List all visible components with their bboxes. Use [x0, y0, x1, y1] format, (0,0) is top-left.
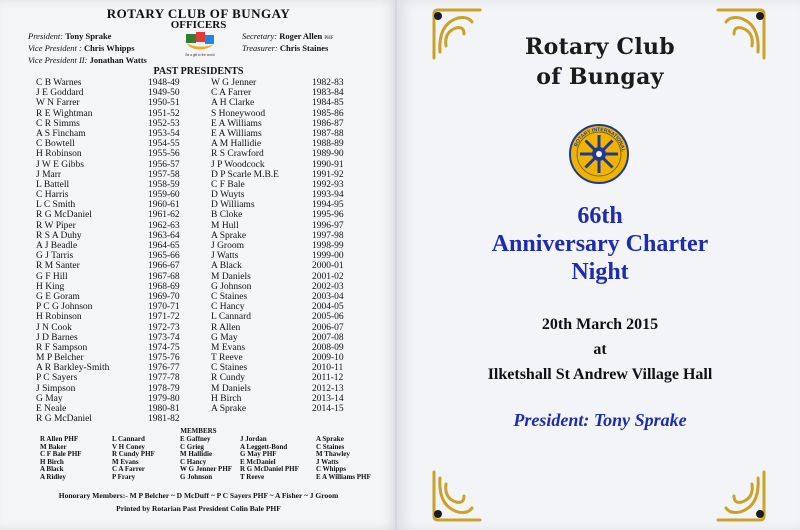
past-president-name: A J Beadle	[36, 241, 78, 251]
past-president-years: 2002-03	[312, 281, 344, 292]
members-column	[40, 436, 82, 482]
past-president-row	[211, 180, 361, 190]
past-president-row	[36, 261, 186, 271]
cover-title-line-1: Rotary Club	[525, 34, 675, 60]
past-president-row	[36, 149, 186, 159]
past-president-name: A Sprake	[211, 230, 247, 241]
past-president-name: R M Santer	[36, 261, 80, 272]
members-heading: MEMBERS	[180, 427, 217, 435]
past-president-name: G May	[211, 332, 238, 343]
past-president-years: 2007-08	[312, 332, 344, 343]
past-president-row	[36, 333, 186, 343]
member-name: C Grieg	[180, 442, 204, 451]
past-president-name: J Groom	[211, 241, 244, 251]
past-president-row	[211, 200, 361, 210]
past-president-years: 1991-92	[312, 169, 344, 180]
past-president-years: 1981-82	[148, 414, 180, 425]
president-line: President: Tony Sprake	[513, 410, 687, 430]
member-name: E Gaffney	[180, 435, 211, 443]
past-president-name: C R Simms	[36, 118, 80, 129]
past-president-name: G May	[36, 393, 63, 404]
past-president-years: 1951-52	[148, 108, 180, 119]
members-column	[316, 436, 371, 482]
past-president-row	[211, 404, 361, 414]
officer-role: Secretary:	[242, 31, 278, 41]
event-venue: Ilketshall St Andrew Village Hall	[487, 366, 713, 383]
past-president-years: 1995-96	[312, 210, 344, 221]
past-president-years: 1973-74	[148, 332, 180, 343]
past-president-row	[36, 312, 186, 322]
past-president-name: R E Wightman	[36, 108, 93, 119]
past-president-name: T Reeve	[211, 353, 243, 364]
member-name: C A Farrer	[112, 465, 145, 474]
event-at: at	[593, 341, 607, 358]
past-president-years: 1992-93	[312, 179, 344, 190]
anniversary-line-2: Anniversary Charter	[491, 231, 709, 257]
member-name: L Cannard	[112, 435, 145, 443]
member-name: W G Jenner PHF	[180, 465, 233, 474]
theme-logo	[180, 30, 220, 58]
member-name: A Leggett-Bond	[240, 442, 288, 451]
past-president-years: 1958-59	[148, 179, 180, 190]
past-president-name: A M Hallidie	[211, 139, 262, 150]
past-president-years: 2013-14	[312, 393, 344, 404]
member-name: M Thawley	[316, 450, 350, 459]
past-president-years: 1990-91	[312, 159, 344, 170]
past-president-name: W N Farrer	[36, 98, 80, 109]
past-president-row	[36, 251, 186, 261]
past-president-years: 1988-89	[312, 139, 344, 150]
past-president-row	[36, 231, 186, 241]
past-president-row	[211, 394, 361, 404]
member-name: M Hallidie	[180, 450, 213, 459]
past-president-years: 1959-60	[148, 190, 180, 201]
past-president-row	[36, 292, 186, 302]
past-president-row	[211, 170, 361, 180]
past-president-row	[211, 129, 361, 139]
honorary-members: Honorary Members:- M P Belcher ~ D McDuff ~ P C Sayers PHF ~ A Fisher ~ J Groom	[58, 491, 339, 500]
left-page	[0, 0, 397, 530]
past-president-name: B Cloke	[211, 210, 243, 221]
past-president-years: 1977-78	[148, 373, 180, 384]
past-president-years: 1980-81	[148, 404, 180, 414]
past-president-name: R Allen	[211, 322, 241, 333]
past-president-name: J Marr	[36, 169, 62, 180]
officer-secretary	[242, 31, 334, 41]
rotary-wheel-icon	[568, 123, 630, 185]
past-president-name: E A Williams	[211, 118, 262, 129]
officer-treasurer	[242, 43, 328, 53]
past-president-years: 2000-01	[312, 261, 344, 272]
member-name: H Birch	[40, 457, 64, 466]
officers-heading: OFFICERS	[170, 19, 227, 31]
past-president-row	[211, 190, 361, 200]
officer-name: Chris Staines	[279, 43, 329, 53]
past-president-years: 1972-73	[148, 322, 180, 333]
past-president-name: C A Farrer	[211, 88, 252, 99]
members-column	[180, 436, 232, 482]
past-president-row	[36, 272, 186, 282]
past-president-name: R S A Duhy	[36, 230, 82, 241]
past-president-name: D Williams	[211, 200, 255, 211]
past-president-row	[36, 282, 186, 292]
past-president-row	[211, 373, 361, 383]
past-president-years: 2006-07	[312, 322, 344, 333]
cover-title-line-2: of Bungay	[536, 64, 664, 90]
past-president-name: P C Sayers	[36, 373, 78, 384]
past-president-years: 1986-87	[312, 118, 344, 129]
past-president-years: 1985-86	[312, 108, 344, 119]
past-president-row	[211, 149, 361, 159]
officer-vice-president-ii	[28, 55, 147, 65]
member-name: P Frary	[112, 472, 136, 481]
past-president-name: C Bowtell	[36, 139, 75, 150]
past-president-years: 2011-12	[312, 373, 344, 384]
past-president-years: 1965-66	[148, 251, 180, 262]
past-president-row	[36, 394, 186, 404]
member-name: G Johnson	[180, 472, 213, 481]
past-president-row	[211, 292, 361, 302]
past-president-row	[211, 78, 361, 88]
past-president-name: A R Barkley-Smith	[36, 363, 110, 374]
past-president-name: R W Piper	[36, 220, 76, 231]
past-president-row	[36, 129, 186, 139]
past-president-name: R G McDaniel	[36, 414, 92, 425]
member-name: A Sprake	[316, 435, 344, 443]
past-president-row	[36, 414, 186, 424]
printed-by: Printed by Rotarian Past President Colin Bale PHF	[116, 504, 281, 513]
officer-role: Vice President :	[28, 43, 82, 53]
member-name: M Evans	[112, 457, 139, 466]
past-president-row	[36, 241, 186, 251]
past-president-name: S Honeywood	[211, 108, 266, 119]
past-president-name: J E Goddard	[36, 88, 84, 99]
member-name: C Hancy	[180, 457, 207, 466]
past-president-years: 1982-83	[312, 78, 344, 88]
past-president-name: P C G Johnson	[36, 302, 93, 313]
past-president-years: 1968-69	[148, 281, 180, 292]
past-president-row	[211, 363, 361, 373]
past-president-name: A Black	[211, 261, 242, 272]
past-president-name: E A Williams	[211, 128, 262, 139]
past-president-row	[211, 333, 361, 343]
past-president-name: C Staines	[211, 363, 248, 374]
past-president-row	[211, 384, 361, 394]
past-president-name: H Birch	[211, 393, 242, 404]
past-president-name: M Hull	[211, 220, 239, 231]
past-president-years: 1960-61	[148, 200, 180, 211]
past-president-name: J W E Gibbs	[36, 159, 84, 170]
past-president-name: G F Hill	[36, 271, 68, 282]
past-president-years: 1979-80	[148, 393, 180, 404]
past-president-row	[36, 109, 186, 119]
past-president-row	[211, 109, 361, 119]
past-president-row	[36, 373, 186, 383]
past-president-name: E Neale	[36, 404, 67, 414]
officer-name: Chris Whipps	[83, 43, 135, 53]
past-president-name: R G McDaniel	[36, 210, 92, 221]
past-president-years: 1963-64	[148, 230, 180, 241]
member-name: C Staines	[316, 442, 345, 451]
past-president-years: 1957-58	[148, 169, 180, 180]
past-president-years: 1954-55	[148, 139, 180, 150]
past-president-name: G J Tarris	[36, 251, 74, 262]
member-name: G May PHF	[240, 450, 277, 459]
past-president-years: 1964-65	[148, 241, 180, 251]
past-president-name: L Cannard	[211, 312, 252, 323]
member-name: A Ridley	[40, 472, 66, 481]
past-president-years: 1962-63	[148, 220, 180, 231]
past-president-name: M P Belcher	[36, 353, 84, 364]
member-name: V H Coney	[112, 442, 145, 451]
club-title: ROTARY CLUB OF BUNGAY	[106, 6, 291, 21]
past-president-row	[36, 302, 186, 312]
past-president-years: 1989-90	[312, 149, 344, 160]
past-president-years: 1998-99	[312, 241, 344, 251]
member-name: M Baker	[40, 442, 67, 451]
past-president-years: 2009-10	[312, 353, 344, 364]
event-date: 20th March 2015	[541, 316, 659, 333]
past-president-row	[36, 190, 186, 200]
past-president-name: D Wuyts	[211, 190, 245, 201]
past-president-name: C Harris	[36, 190, 69, 201]
past-president-name: M Daniels	[211, 271, 251, 282]
past-president-name: J N Cook	[36, 322, 72, 333]
past-president-years: 1987-88	[312, 128, 344, 139]
past-president-name: L Battell	[36, 179, 70, 190]
past-president-row	[36, 210, 186, 220]
member-name: E A Williams PHF	[316, 472, 371, 481]
logo-text: Be a gift to the world	[185, 53, 215, 57]
past-president-name: R Cundy	[211, 373, 246, 384]
past-president-name: H Robinson	[36, 312, 82, 323]
past-president-row	[36, 139, 186, 149]
corner-ornament-icon	[712, 466, 770, 524]
past-presidents-heading: PAST PRESIDENTS	[153, 66, 244, 77]
past-president-name: A Sprake	[211, 404, 247, 414]
past-president-years: 2004-05	[312, 302, 344, 313]
past-president-row	[211, 282, 361, 292]
past-president-name: C Staines	[211, 291, 248, 302]
past-president-name: J Simpson	[36, 383, 76, 394]
past-president-name: R S Crawford	[211, 149, 264, 160]
past-president-years: 1996-97	[312, 220, 344, 231]
past-president-years: 2012-13	[312, 383, 344, 394]
past-president-name: A S Fincham	[36, 128, 86, 139]
member-name: A Black	[40, 465, 64, 474]
officer-role: Vice President II:	[28, 55, 88, 65]
past-president-years: 1976-77	[148, 363, 180, 374]
past-president-row	[211, 353, 361, 363]
officer-name: Roger Allen	[279, 31, 323, 41]
past-president-years: 1950-51	[148, 98, 180, 109]
past-president-row	[36, 88, 186, 98]
past-president-years: 1966-67	[148, 261, 180, 272]
member-name: J Watts	[316, 457, 339, 466]
anniversary-line-1: 66th	[577, 203, 623, 229]
past-president-row	[211, 139, 361, 149]
past-president-row	[36, 170, 186, 180]
past-president-row	[211, 88, 361, 98]
past-president-row	[211, 251, 361, 261]
past-president-row	[211, 261, 361, 271]
past-president-name: J Watts	[211, 251, 239, 262]
past-president-name: C Hancy	[211, 302, 245, 313]
past-president-years: 1953-54	[148, 128, 180, 139]
past-president-name: L C Smith	[36, 200, 76, 211]
past-president-row	[36, 78, 186, 88]
past-president-row	[36, 200, 186, 210]
past-president-row	[211, 119, 361, 129]
past-president-years: 1955-56	[148, 149, 180, 160]
officer-president	[28, 31, 111, 41]
member-name: T Reeve	[240, 472, 265, 481]
officer-vice-president	[28, 43, 135, 53]
officer-role: Treasurer:	[242, 43, 278, 53]
past-president-years: 1969-70	[148, 291, 180, 302]
past-president-years: 1971-72	[148, 312, 180, 323]
past-president-years: 1961-62	[148, 210, 180, 221]
anniversary-line-3: Night	[571, 259, 629, 285]
past-president-row	[36, 221, 186, 231]
past-president-years: 2008-09	[312, 342, 344, 353]
past-president-years: 1999-00	[312, 251, 344, 262]
past-president-years: 1997-98	[312, 230, 344, 241]
past-president-row	[211, 231, 361, 241]
past-president-years: 1967-68	[148, 271, 180, 282]
past-president-name: D P Scarle M.B.E	[211, 169, 279, 180]
past-president-row	[211, 343, 361, 353]
past-president-years: 1948-49	[148, 78, 180, 88]
past-president-name: G Johnson	[211, 281, 252, 292]
past-president-row	[211, 160, 361, 170]
past-president-years: 1983-84	[312, 88, 344, 99]
past-president-years: 1970-71	[148, 302, 180, 313]
past-president-years: 1994-95	[312, 200, 344, 211]
past-president-years: 1949-50	[148, 88, 180, 99]
past-president-years: 2010-11	[312, 363, 344, 374]
past-president-name: R F Sampson	[36, 342, 88, 353]
past-president-years: 1956-57	[148, 159, 180, 170]
past-president-row	[211, 98, 361, 108]
member-name: C Whipps	[316, 465, 347, 474]
past-president-row	[211, 272, 361, 282]
corner-ornament-icon	[428, 466, 486, 524]
past-president-name: H King	[36, 281, 65, 292]
past-president-name: M Evans	[211, 342, 246, 353]
past-president-years: 2001-02	[312, 271, 344, 282]
past-president-row	[36, 180, 186, 190]
past-president-row	[36, 119, 186, 129]
past-president-name: A H Clarke	[211, 98, 255, 109]
past-president-name: C B Warnes	[36, 78, 82, 88]
past-president-row	[211, 323, 361, 333]
past-presidents-column-1	[36, 78, 186, 424]
past-president-row	[36, 404, 186, 414]
past-president-row	[211, 241, 361, 251]
past-president-row	[211, 302, 361, 312]
past-president-row	[211, 221, 361, 231]
officer-suffix: PHF	[324, 36, 334, 41]
member-name: C F Bale PHF	[40, 450, 82, 459]
member-name: R Cundy PHF	[112, 450, 155, 459]
past-president-years: 1993-94	[312, 190, 344, 201]
past-president-years: 1975-76	[148, 353, 180, 364]
officer-name: Jonathan Watts	[89, 55, 147, 65]
past-president-name: W G Jenner	[211, 78, 257, 88]
past-president-row	[36, 363, 186, 373]
past-president-years: 2003-04	[312, 291, 344, 302]
past-president-row	[36, 160, 186, 170]
past-president-name: J P Woodcock	[211, 159, 265, 170]
past-president-row	[36, 343, 186, 353]
past-president-years: 2005-06	[312, 312, 344, 323]
past-president-years: 1952-53	[148, 118, 180, 129]
past-president-years: 1974-75	[148, 342, 180, 353]
past-president-years: 2014-15	[312, 404, 344, 414]
past-president-row	[36, 323, 186, 333]
member-name: E McDaniel	[240, 457, 276, 466]
past-president-years: 1978-79	[148, 383, 180, 394]
past-president-name: J D Barnes	[36, 332, 78, 343]
past-president-name: H Robinson	[36, 149, 82, 160]
past-president-name: M Daniels	[211, 383, 251, 394]
past-president-row	[36, 384, 186, 394]
members-column	[240, 436, 299, 482]
emblem-text: ROTARY INTERNATIONAL	[573, 126, 626, 153]
member-name: R Allen PHF	[40, 435, 79, 443]
past-president-name: C F Bale	[211, 179, 245, 190]
past-president-years: 1984-85	[312, 98, 344, 109]
officer-role: President:	[28, 31, 64, 41]
past-president-row	[36, 98, 186, 108]
member-name: R G McDaniel PHF	[240, 465, 299, 474]
past-presidents-column-2	[211, 78, 361, 414]
past-president-row	[211, 210, 361, 220]
past-president-row	[211, 312, 361, 322]
member-name: J Jordan	[240, 435, 267, 443]
members-column	[112, 436, 155, 482]
past-president-row	[36, 353, 186, 363]
past-president-name: G E Goram	[36, 291, 80, 302]
officer-name: Tony Sprake	[65, 31, 112, 41]
